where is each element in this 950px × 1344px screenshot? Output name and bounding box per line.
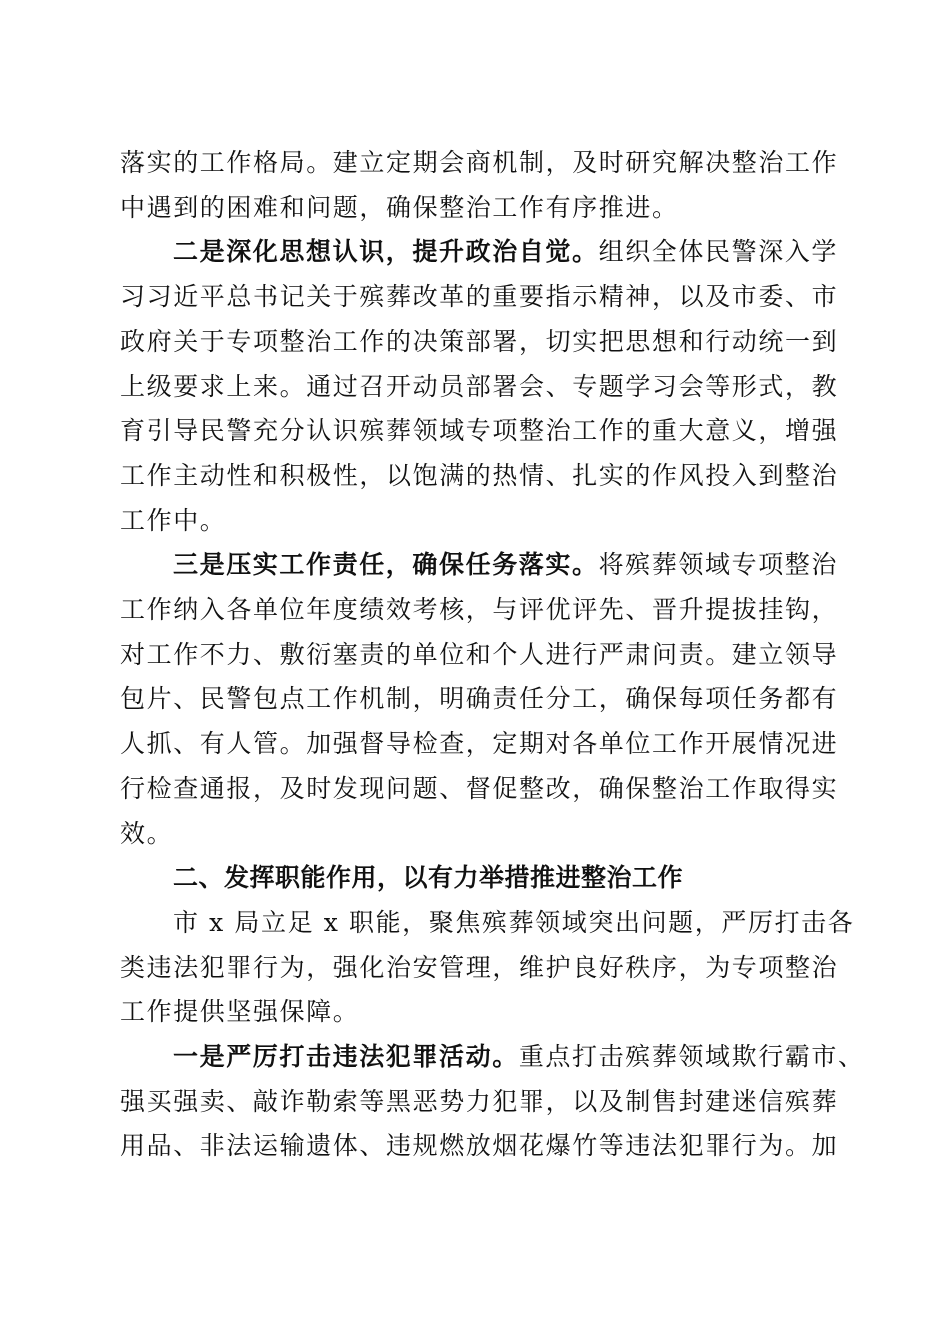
line-text: 育引导民警充分认识殡葬领域专项整治工作的重大意义，增强	[120, 416, 839, 446]
line-text: 落实的工作格局。建立定期会商机制，及时研究解决整治工作	[120, 148, 839, 177]
text-line	[120, 550, 840, 580]
line-text: 中遇到的困难和问题，确保整治工作有序推进。	[120, 192, 679, 222]
text-line	[120, 1087, 840, 1117]
text-line	[120, 595, 840, 625]
line-text: 用品、非法运输遗体、违规燃放烟花爆竹等违法犯罪行为。加	[120, 1131, 839, 1161]
text-line	[120, 282, 840, 312]
text-line	[120, 819, 840, 849]
line-text: 类违法犯罪行为，强化治安管理，维护良好秩序，为专项整治	[120, 952, 839, 982]
line-text: 二、发挥职能作用，以有力举措推进整治工作	[173, 863, 684, 893]
line-text: 工作主动性和积极性，以饱满的热情、扎实的作风投入到整治	[120, 460, 839, 490]
line-text: 将殡葬领域专项整治	[598, 550, 839, 580]
text-line	[120, 729, 840, 759]
text-line	[120, 1042, 865, 1072]
text-line	[120, 506, 840, 536]
text-line	[120, 237, 840, 267]
line-text: 习习近平总书记关于殡葬改革的重要指示精神，以及市委、市	[120, 282, 839, 312]
text-line	[120, 907, 855, 938]
line-text: 工作纳入各单位年度绩效考核，与评优评先、晋升提拔挂钩，	[120, 595, 839, 624]
line-text: 行检查通报，及时发现问题、督促整改，确保整治工作取得实	[120, 773, 839, 803]
line-text: 工作提供坚强保障。	[120, 997, 360, 1027]
text-line	[120, 997, 840, 1027]
line-text: 政府关于专项整治工作的决策部署，切实把思想和行动统一到	[120, 326, 839, 356]
line-text: 人抓、有人管。加强督导检查，定期对各单位工作开展情况进	[120, 729, 839, 759]
line-text: 强买强卖、敲诈勒索等黑恶势力犯罪，以及制售封建迷信殡葬	[120, 1086, 839, 1116]
line-text: 效。	[120, 818, 174, 848]
text-line	[120, 372, 840, 402]
text-line	[120, 193, 840, 223]
paragraph-lead-text: 三是压实工作责任，确保任务落实。	[173, 550, 599, 580]
paragraph-lead-text: 一是严厉打击违法犯罪活动。	[173, 1042, 519, 1071]
text-line	[120, 774, 840, 804]
section-heading	[120, 863, 840, 893]
text-line	[120, 327, 840, 357]
line-text: 包片、民警包点工作机制，明确责任分工，确保每项任务都有	[120, 684, 839, 714]
text-line	[120, 684, 840, 714]
text-line	[120, 953, 840, 983]
text-line	[120, 640, 840, 670]
paragraph-lead-text: 二是深化思想认识，提升政治自觉。	[173, 237, 599, 267]
line-text: 对工作不力、敷衍塞责的单位和个人进行严肃问责。建立领导	[120, 639, 839, 669]
text-line	[120, 416, 840, 446]
line-text: 市 x 局立足 x 职能，聚焦殡葬领域突出问题，严厉打击各	[173, 907, 855, 937]
line-text: 工作中。	[120, 505, 227, 535]
text-line	[120, 1131, 840, 1161]
line-text: 重点打击殡葬领域欺行霸市、	[518, 1042, 865, 1071]
text-line	[120, 148, 840, 178]
text-line	[120, 461, 840, 491]
line-text: 组织全体民警深入学	[598, 237, 839, 267]
line-text: 上级要求上来。通过召开动员部署会、专题学习会等形式，教	[120, 371, 839, 401]
